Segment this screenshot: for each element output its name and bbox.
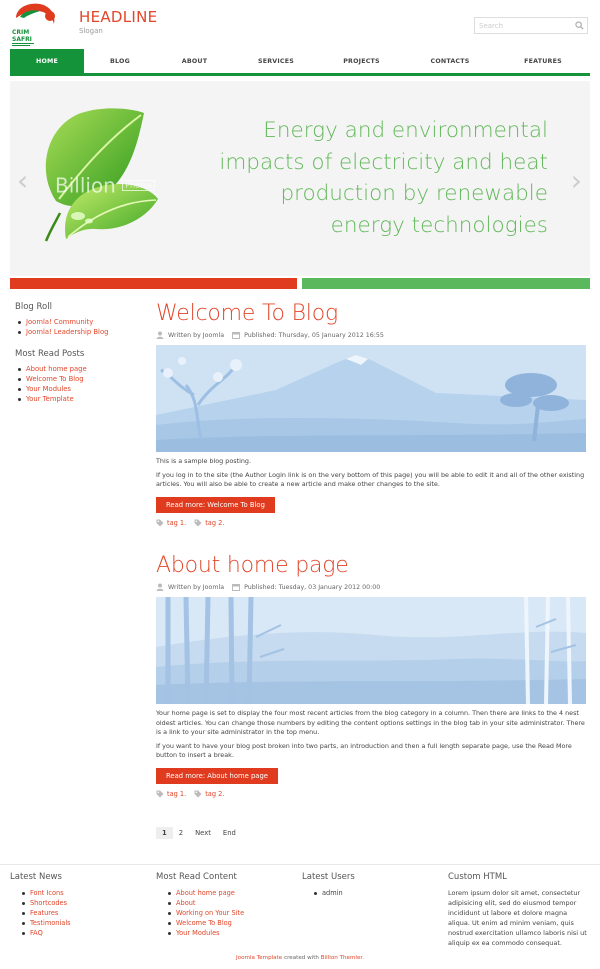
blogroll-link[interactable]: Joomla! Leadership Blog xyxy=(26,328,109,336)
page-1-button[interactable]: 1 xyxy=(156,827,173,839)
tag-icon xyxy=(194,519,202,527)
article-about xyxy=(156,553,586,798)
footer-link[interactable]: Features xyxy=(30,909,59,917)
list-item[interactable] xyxy=(176,918,296,928)
user-icon xyxy=(156,331,164,339)
article-body xyxy=(156,709,586,761)
tag-icon xyxy=(156,790,164,798)
footer-link[interactable]: Working on Your Site xyxy=(176,909,245,917)
footer-divider xyxy=(0,864,600,865)
list-item[interactable] xyxy=(176,888,296,898)
tag-link[interactable]: tag 1. xyxy=(167,789,187,798)
list-item[interactable] xyxy=(176,908,296,918)
watermark-sub: Photos xyxy=(122,180,155,191)
tag-link[interactable]: tag 1. xyxy=(167,518,187,527)
article-meta xyxy=(156,583,586,591)
custom-html-text: Lorem ipsum dolor sit amet, consectetur adipisicing elit, sed do eiusmod tempor incididunt ut labore et dolore magna aliqua. Ut enim ad minim veniam, quis nostrud exercitation ullamco laboris nisi ut aliquip ex ea commodo consequat. xyxy=(448,889,587,947)
article-meta xyxy=(156,331,586,339)
blogroll-title: Blog Roll xyxy=(15,302,52,312)
footer-link[interactable]: Your Modules xyxy=(176,929,220,937)
credit-end: . xyxy=(362,955,364,961)
slider-next-arrow[interactable]: › xyxy=(570,164,582,197)
article-image-bamboo xyxy=(156,597,586,704)
accent-bar-green xyxy=(302,278,590,289)
most-read-link[interactable]: Your Modules xyxy=(26,385,71,393)
most-read-link[interactable]: Welcome To Blog xyxy=(26,375,84,383)
most-read-module xyxy=(15,349,145,404)
read-more-button[interactable]: Read more: Welcome To Blog xyxy=(156,497,275,513)
list-item[interactable] xyxy=(26,317,145,327)
article-tags xyxy=(156,790,586,798)
tag-link[interactable]: tag 2. xyxy=(205,789,225,798)
main-nav xyxy=(10,49,590,76)
nav-blog[interactable]: BLOG xyxy=(110,57,130,65)
list-item[interactable] xyxy=(30,908,150,918)
list-item[interactable] xyxy=(176,898,296,908)
site-headline[interactable]: HEADLINE xyxy=(79,8,158,26)
footer-link[interactable]: Welcome To Blog xyxy=(176,919,232,927)
credit-link-themler[interactable]: Billion Themler xyxy=(320,955,363,961)
article-author: Written by Joomla xyxy=(168,331,225,339)
footer-link[interactable]: Testimonials xyxy=(30,919,71,927)
footer-credit xyxy=(0,955,600,961)
article-paragraph: Your home page is set to display the four most recent articles from the blog category in a column. Then there are links to the 4 nest oldest articles. You can change those numbers by editing the content options settings in the blog tab in your site administrator. There is a link to your site administrator in the top menu. xyxy=(156,709,585,737)
nav-services[interactable]: SERVICES xyxy=(258,57,294,65)
nav-features[interactable]: FEATURES xyxy=(524,57,562,65)
search-box[interactable] xyxy=(474,17,588,34)
credit-link-template[interactable]: Joomla Template xyxy=(236,955,283,961)
list-item[interactable] xyxy=(30,888,150,898)
list-item[interactable] xyxy=(176,928,296,938)
footer-link[interactable]: Font Icons xyxy=(30,889,64,897)
blogroll-module xyxy=(15,302,145,337)
footer-link[interactable]: About xyxy=(176,899,196,907)
footer-latest-news xyxy=(10,872,150,938)
article-body xyxy=(156,457,586,490)
list-item[interactable] xyxy=(26,364,145,374)
nav-about[interactable]: ABOUT xyxy=(181,57,208,65)
article-title[interactable]: Welcome To Blog xyxy=(156,301,338,326)
article-paragraph: This is a sample blog posting. xyxy=(156,457,251,465)
hero-slider xyxy=(10,81,590,276)
article-paragraph: If you log in to the site (the Author Login link is on the very bottom of this page) you will be able to edit it and all of the other existing articles. You will also be able to create a new article and make other changes to the site. xyxy=(156,470,585,489)
most-read-link[interactable]: Your Template xyxy=(26,395,74,403)
footer-title: Most Read Content xyxy=(156,872,237,882)
tag-icon xyxy=(194,790,202,798)
accent-bar-red xyxy=(10,278,297,289)
credit-text: created with xyxy=(282,955,321,961)
svg-text:SAFRI: SAFRI xyxy=(12,36,32,43)
list-item[interactable] xyxy=(30,928,150,938)
most-read-title: Most Read Posts xyxy=(15,349,85,359)
article-image-mountain xyxy=(156,345,586,452)
footer-latest-users xyxy=(302,872,442,898)
svg-text:CRIM: CRIM xyxy=(12,29,30,36)
read-more-button[interactable]: Read more: About home page xyxy=(156,768,278,784)
calendar-icon xyxy=(232,331,240,339)
site-logo[interactable] xyxy=(10,2,62,48)
blogroll-link[interactable]: Joomla! Community xyxy=(26,318,94,326)
footer-link[interactable]: About home page xyxy=(176,889,235,897)
watermark xyxy=(55,172,155,198)
footer-title: Latest Users xyxy=(302,872,355,882)
list-item[interactable] xyxy=(26,394,145,404)
slide-caption: Energy and environmental impacts of electricity and heat production by renewable energy technologies xyxy=(219,118,548,238)
article-title[interactable]: About home page xyxy=(156,553,349,578)
article-date: Published: Thursday, 05 January 2012 16:55 xyxy=(244,331,384,339)
calendar-icon xyxy=(232,583,240,591)
list-item[interactable] xyxy=(30,918,150,928)
article-date: Published: Tuesday, 03 January 2012 00:00 xyxy=(244,583,381,591)
article-welcome xyxy=(156,301,586,527)
list-item[interactable] xyxy=(30,898,150,908)
pagination xyxy=(156,827,242,839)
search-input[interactable] xyxy=(475,18,571,33)
user-icon xyxy=(156,583,164,591)
footer-link[interactable]: Shortcodes xyxy=(30,899,68,907)
list-item[interactable] xyxy=(26,384,145,394)
footer-most-read xyxy=(156,872,296,938)
nav-contacts[interactable]: CONTACTS xyxy=(430,57,470,65)
search-icon[interactable] xyxy=(575,21,584,30)
footer-link[interactable]: FAQ xyxy=(30,929,43,937)
footer-title: Custom HTML xyxy=(448,872,507,882)
footer-title: Latest News xyxy=(10,872,62,882)
next-page-button[interactable]: Next xyxy=(195,829,211,837)
tag-icon xyxy=(156,519,164,527)
page-2-button[interactable]: 2 xyxy=(178,829,184,837)
nav-projects[interactable]: PROJECTS xyxy=(343,57,380,65)
end-page-button[interactable]: End xyxy=(222,829,236,837)
tag-link[interactable]: tag 2. xyxy=(205,518,225,527)
footer-custom-html xyxy=(448,872,588,948)
slider-prev-arrow[interactable]: ‹ xyxy=(17,164,29,197)
site-slogan: Slogan xyxy=(79,27,103,35)
nav-home[interactable]: HOME xyxy=(10,49,84,73)
article-paragraph: If you want to have your blog post broken into two parts, an introduction and then a full length separate page, use the Read More button to insert a break. xyxy=(156,741,572,760)
most-read-link[interactable]: About home page xyxy=(26,365,87,373)
article-author: Written by Joomla xyxy=(168,583,225,591)
watermark-text: Billion xyxy=(55,173,116,198)
article-tags xyxy=(156,519,586,527)
list-item[interactable] xyxy=(26,374,145,384)
list-item[interactable] xyxy=(26,327,145,337)
list-item: admin xyxy=(322,888,442,898)
